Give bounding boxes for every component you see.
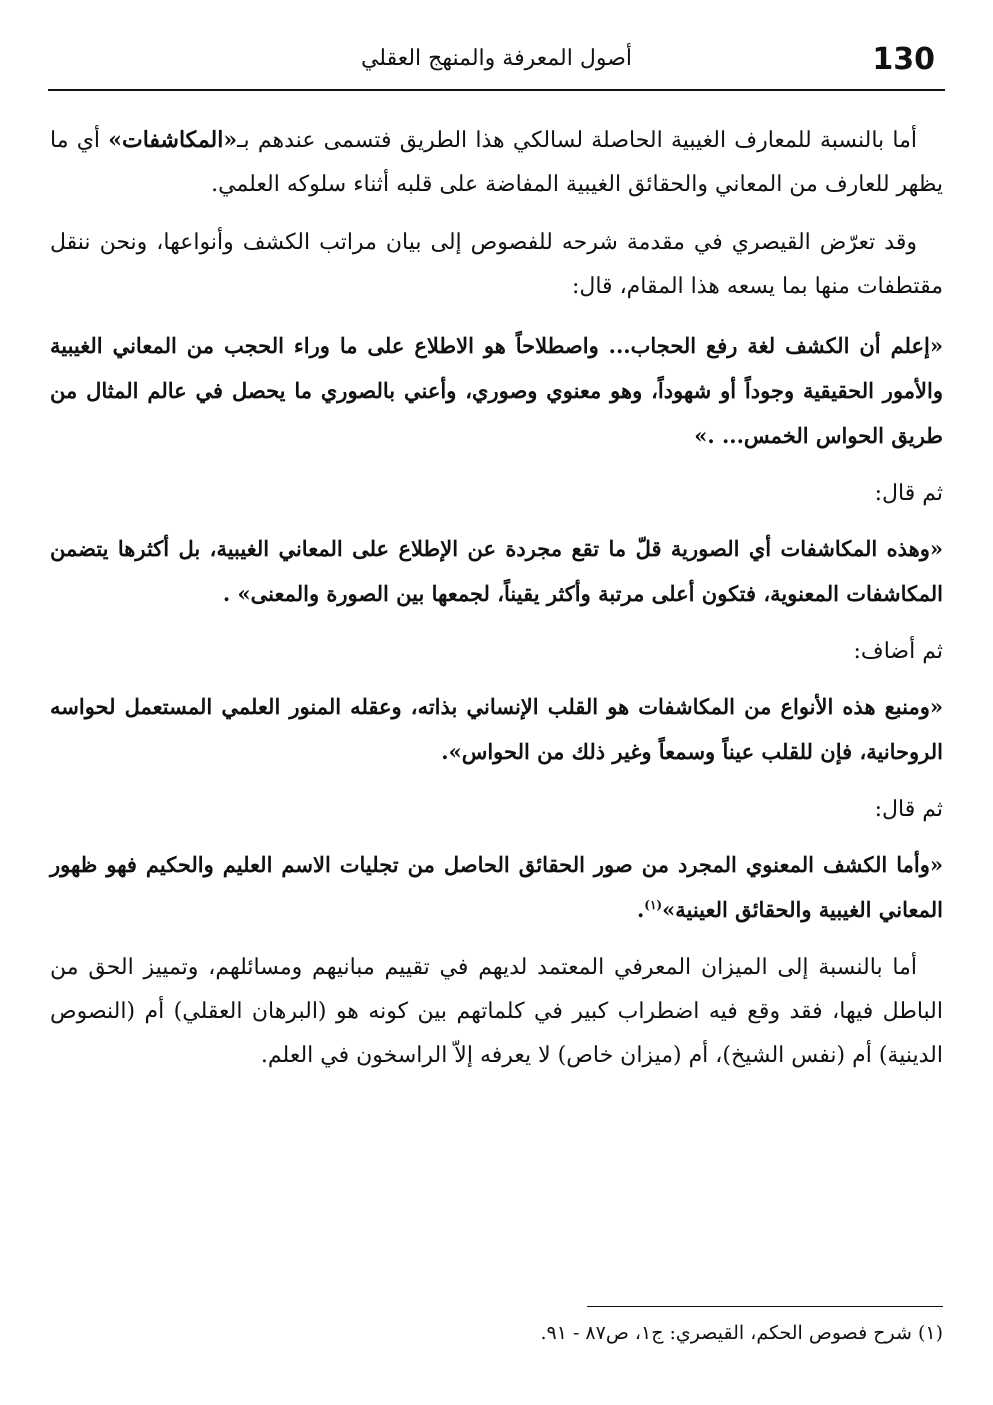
paragraph-qaysari-intro: وقد تعرّض القيصري في مقدمة شرحه للفصوص إلى بيان مراتب الكشف وأنواعها، ونحن ننقل مقتطفات منها بما يسعه هذا المقام، قال: xyxy=(50,230,943,299)
term-mukashafat: «المكاشفات» xyxy=(108,127,238,153)
quote-kashf-definition: «إعلم أن الكشف لغة رفع الحجاب... واصطلاحاً هو الاطلاع على ما وراء الحجب من المعاني الغيبية والأمور الحقيقية وجوداً أو شهوداً، وهو معنوي وصوري، وأعني بالصوري ما يحصل في عالم المثال من طريق الحواس الخمس... .» xyxy=(50,333,943,448)
paragraph-epistemic-criterion: أما بالنسبة إلى الميزان المعرفي المعتمد لديهم في تقييم مبانيهم ومسائلهم، وتمييز الحق من الباطل فيها، فقد وقع فيه اضطراب كبير في كلماتهم بين كونه هو (البرهان العقلي) أم (النصوص الدينية) أم (نفس الشيخ)، أم (ميزان خاص) لا يعرفه إلاّ الراسخون في العلم. xyxy=(50,955,943,1068)
lead-then-said-1: ثم قال: xyxy=(874,481,943,506)
paragraph-1-text: أما بالنسبة للمعارف الغيبية الحاصلة لسالكي هذا الطريق فتسمى عندهم بـ xyxy=(237,128,917,153)
quote-4-text: «وأما الكشف المعنوي المجرد من صور الحقائق الحاصل من تجليات الاسم العليم والحكيم فهو ظهور المعاني الغيبية والحقائق العينية» xyxy=(50,852,943,922)
header-rule xyxy=(48,89,945,91)
quote-manawi-kashf xyxy=(50,842,943,932)
lead-then-said-2: ثم قال: xyxy=(874,797,943,822)
running-title: أصول المعرفة والمنهج العقلي xyxy=(360,46,633,71)
page-body xyxy=(50,118,943,1092)
paragraph-1-rest: أي ما يظهر للعارف من المعاني والحقائق الغيبية المفاضة على قلبه أثناء سلوكه العلمي. xyxy=(50,128,943,197)
footnote-ref-1: (١) xyxy=(644,898,663,912)
quote-suwari-mukashafat: «وهذه المكاشفات أي الصورية قلّ ما تقع مجردة عن الإطلاع على المعاني الغيبية، بل أكثرها يتضمن المكاشفات المعنوية، فتكون أعلى مرتبة وأكثر يقيناً، لجمعها بين الصورة والمعنى» . xyxy=(50,536,943,606)
quote-source-of-mukashafat: «ومنبع هذه الأنواع من المكاشفات هو القلب الإنساني بذاته، وعقله المنور العلمي المستعمل لحواسه الروحانية، فإن للقلب عيناً وسمعاً وغير ذلك من الحواس». xyxy=(50,694,943,764)
page-number: 130 xyxy=(872,42,935,77)
page-header xyxy=(48,34,945,86)
lead-then-added: ثم أضاف: xyxy=(853,639,943,664)
quote-4-end: . xyxy=(636,897,645,922)
paragraph-mukashafat xyxy=(50,118,943,207)
footnote-1: (١) شرح فصوص الحكم، القيصري: ج١، ص٨٧ - ٩١. xyxy=(540,1322,943,1344)
footnote-rule xyxy=(587,1306,943,1307)
